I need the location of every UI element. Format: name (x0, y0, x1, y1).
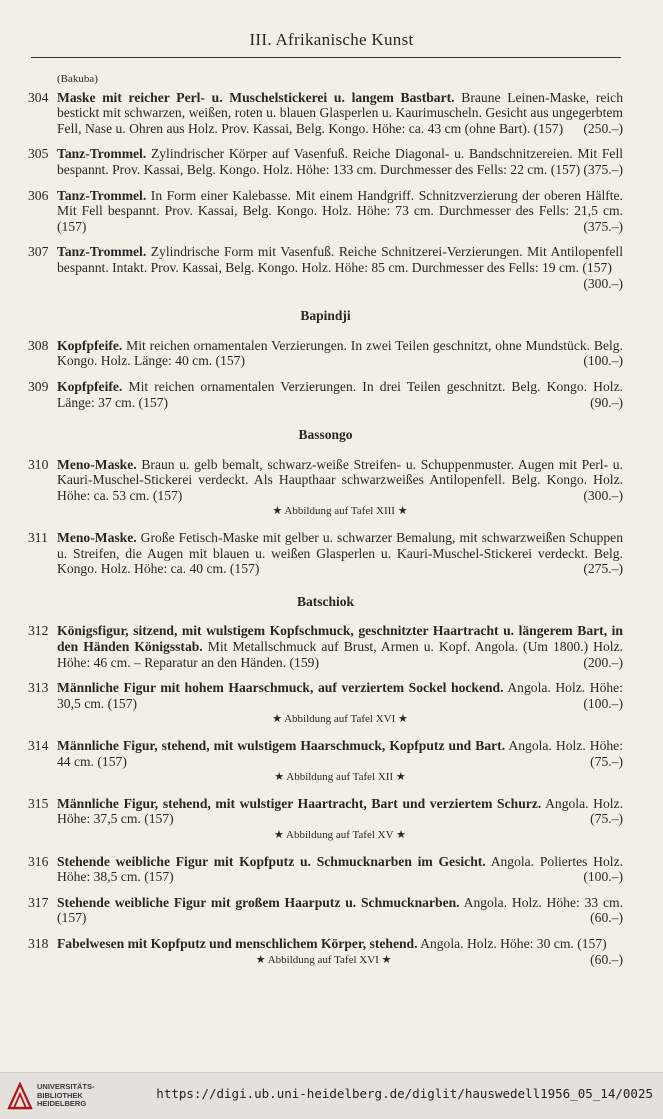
lot-title: Kopfpfeife. (57, 337, 123, 353)
lot-details: Zylindrischer Körper auf Vasenfuß. Reiche Diagonal- u. Bandschnitzereien. Mit Fell bespannt. Prov. Kassai, Belg. Kongo. Holz. Höhe: 133 cm. Durchmesser des Fells: 22 cm. (157) (57, 146, 623, 177)
lot-number: 312 (28, 623, 49, 639)
lot-title: Meno-Maske. (57, 456, 137, 472)
catalog-entry (28, 623, 623, 670)
plate-reference: ★ Abbildung auf Tafel XIII ★ (272, 505, 408, 518)
plate-reference: ★ Abbildung auf Tafel XVI ★ (272, 713, 408, 726)
entry-description (57, 623, 623, 670)
lot-number: 308 (28, 337, 49, 353)
lot-title: Maske mit reicher Perl- u. Muschelstickerei u. langem Bastbart. (57, 89, 455, 105)
catalog-entry (28, 146, 623, 177)
viewer-footer (0, 1072, 663, 1119)
catalog-entry (28, 244, 623, 291)
lot-price: (275.–) (583, 561, 623, 577)
lot-price: (100.–) (583, 695, 623, 711)
catalog-entry (28, 895, 623, 926)
lot-price: (75.–) (590, 811, 623, 827)
lot-number: 309 (28, 378, 49, 394)
lot-details: Mit reichen ornamentalen Verzierungen. In drei Teilen geschnitzt. Belg. Kongo. Holz. Länge: 37 cm. (157) (57, 378, 623, 410)
lot-number: 313 (28, 680, 49, 696)
lot-number: 316 (28, 853, 49, 869)
catalog-content (28, 70, 623, 978)
entry-description (57, 338, 623, 369)
lot-details: Mit reichen ornamentalen Verzierungen. In zwei Teilen geschnitzt, ohne Mundstück. Belg. Kongo. Holz. Länge: 40 cm. (157) (57, 337, 623, 369)
lot-title: Tanz-Trommel. (57, 146, 147, 162)
lot-number: 311 (28, 530, 48, 546)
lot-details: Braun u. gelb bemalt, schwarz-weiße Streifen- u. Schuppenmuster. Augen mit Perl- u. Kauri-Muschel-Stickerei verdeckt. Als Haupthaar schwarzweißes Antilopenfell. Belg. Kongo. Holz. Höhe: ca. 53 cm. (157) (57, 456, 623, 503)
tribe-label: (Bakuba) (57, 73, 98, 85)
lot-details: Mit Metallschmuck auf Brust, Armen u. Kopf. Angola. (Um 1800.) Holz. Höhe: 46 cm. – Reparatur an den Händen. (159) (57, 639, 624, 670)
lot-price: (300.–) (583, 487, 623, 503)
lot-price: (75.–) (590, 753, 623, 769)
entry-list (28, 623, 623, 968)
section-heading: Bassongo (298, 427, 353, 443)
lot-details: Angola. Holz. Höhe: 30 cm. (157) (417, 935, 607, 951)
lot-title: Männliche Figur, stehend, mit wulstigem Haarschmuck, Kopfputz und Bart. (57, 738, 506, 753)
lot-price: (250.–) (583, 120, 623, 136)
entry-description (57, 738, 623, 786)
lot-price: (60.–) (590, 910, 623, 926)
catalog-entry (28, 379, 623, 410)
entry-description (57, 854, 623, 885)
lot-details: Große Fetisch-Maske mit gelber u. schwarzer Bemalung, mit schwarzweißen Schuppen u. Streifen, die Augen mit blauen u. weißen Glasperlen u. Kauri-Muschel-Stickerei verdeckt. Belg. Kongo. Holz. Höhe: ca. 40 cm. (157) (57, 530, 623, 577)
lot-price: (100.–) (583, 353, 623, 369)
lot-title: Königsfigur, sitzend, mit wulstigem Kopfschmuck, geschnitzter Haartracht u. längerem Bart, in den Händen Königsstab. (57, 623, 623, 655)
lot-title: Kopfpfeife. (57, 378, 123, 394)
entry-description (57, 936, 623, 968)
plate-reference: ★ Abbildung auf Tafel XV ★ (274, 828, 406, 841)
catalog-entry (28, 854, 623, 885)
section-heading: Bapindji (300, 308, 351, 324)
lot-number: 314 (28, 738, 49, 753)
lot-price: (90.–) (590, 394, 623, 410)
catalog-entry (28, 680, 623, 728)
entry-list (28, 90, 623, 292)
library-logo-text: UNIVERSITÄTS- BIBLIOTHEK HEIDELBERG (37, 1082, 95, 1109)
entry-description (57, 146, 623, 177)
lot-details: Angola. Poliertes Holz. Höhe: 38,5 cm. (157) (57, 853, 624, 885)
lot-title: Stehende weibliche Figur mit Kopfputz u. Schmucknarben im Gesicht. (57, 853, 486, 869)
running-head: III. Afrikanische Kunst (249, 30, 414, 49)
lot-title: Tanz-Trommel. (57, 244, 147, 260)
lot-title: Männliche Figur, stehend, mit wulstiger Haartracht, Bart und verziertem Schurz. (57, 795, 542, 811)
plate-reference: ★ Abbildung auf Tafel XVI ★ (255, 953, 392, 966)
entry-description (57, 895, 623, 926)
entry-description (57, 188, 623, 235)
catalog-entry (28, 457, 623, 520)
entry-list (28, 338, 623, 410)
lot-details: Angola. Holz. Höhe: 37,5 cm. (157) (57, 795, 623, 827)
lot-price: (200.–) (583, 654, 623, 670)
lot-number: 318 (28, 935, 49, 951)
lot-price: (100.–) (583, 869, 623, 885)
lot-number: 306 (28, 187, 49, 203)
entry-description (57, 244, 623, 291)
lot-number: 304 (28, 89, 49, 105)
lot-title: Männliche Figur mit hohem Haarschmuck, auf verziertem Sockel hockend. (57, 680, 504, 696)
lot-details: Angola. Holz. Höhe: 33 cm. (157) (57, 894, 624, 926)
catalog-entry (28, 796, 623, 844)
lot-details: Angola. Holz. Höhe: 44 cm. (157) (57, 738, 623, 769)
entry-description (57, 796, 623, 844)
catalog-entry (28, 936, 623, 968)
lot-number: 317 (28, 894, 49, 910)
lot-price: (300.–) (583, 275, 623, 291)
page-url-link[interactable]: https://digi.ub.uni-heidelberg.de/diglit/hauswedell1956_05_14/0025 (156, 1086, 653, 1101)
lot-details: Braune Leinen-Maske, reich bestickt mit schwarzen, weißen, roten u. blauen Glasperlen u. Kaurimuscheln. Gesicht aus ungegerbtem Fell, Nase u. Ohren aus Holz. Prov. Kassai, Belg. Kongo. Höhe: ca. 43 cm (ohne Bart). (157) (57, 89, 623, 136)
lot-title: Tanz-Trommel. (57, 187, 147, 203)
catalog-entry (28, 90, 623, 137)
catalog-entry (28, 738, 623, 786)
catalog-entry (28, 530, 623, 577)
lot-number: 310 (28, 456, 49, 472)
lot-title: Stehende weibliche Figur mit großem Haarputz u. Schmucknarben. (57, 894, 460, 910)
entry-description (57, 90, 623, 137)
section-heading: Batschiok (296, 593, 354, 609)
header-rule (31, 57, 621, 58)
lot-details: In Form einer Kalebasse. Mit einem Handgriff. Schnitzverzierung der oberen Hälfte. Mit Fell bespannt. Prov. Kassai, Belg. Kongo. Holz. Höhe: 73 cm. Durchmesser des Fells: 21,5 cm. (157) (57, 187, 623, 234)
entry-description (57, 680, 623, 728)
lot-details: Zylindrische Form mit Vasenfuß. Reiche Schnitzerei-Verzierungen. Mit Antilopenfell bespannt. Intakt. Prov. Kassai, Belg. Kongo. Holz. Höhe: 85 cm. Durchmesser des Fells: 19 cm. (157) (57, 244, 623, 275)
lot-number: 305 (28, 146, 49, 162)
catalog-entry (28, 188, 623, 235)
entry-description (57, 457, 623, 520)
lot-details: Angola. Holz. Höhe: 30,5 cm. (157) (57, 680, 623, 711)
university-seal-icon (6, 1081, 34, 1111)
entry-description (57, 530, 623, 577)
lot-title: Fabelwesen mit Kopfputz und menschlichem Körper, stehend. (57, 935, 418, 951)
lot-price: (375.–) (583, 161, 623, 177)
lot-title: Meno-Maske. (57, 530, 137, 546)
catalog-entry (28, 338, 623, 369)
lot-price: (375.–) (583, 218, 623, 234)
lot-number: 307 (28, 244, 49, 260)
lot-price: (60.–) (590, 951, 623, 967)
entry-description (57, 379, 623, 410)
entry-list (28, 457, 623, 577)
plate-reference: ★ Abbildung auf Tafel XII ★ (274, 771, 406, 784)
lot-number: 315 (28, 795, 49, 811)
